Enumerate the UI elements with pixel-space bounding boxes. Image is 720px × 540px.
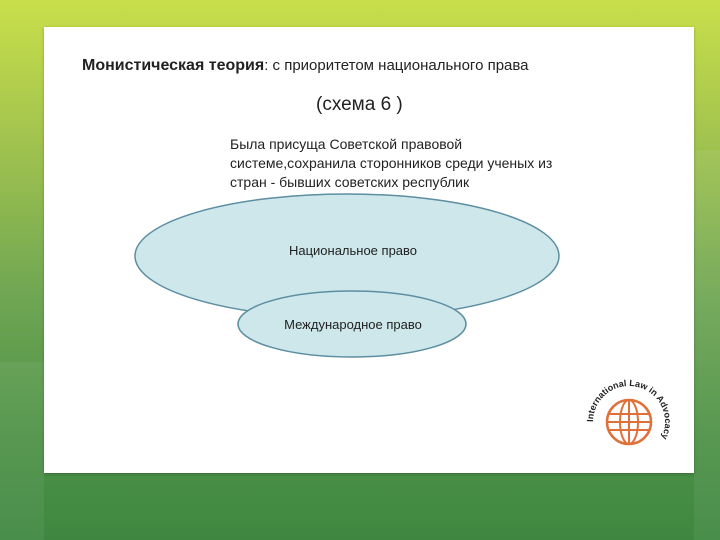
description-line: стран - бывших советских республик <box>230 174 470 190</box>
slide-title <box>82 57 529 75</box>
scheme-label: (схема 6 ) <box>316 94 403 115</box>
description-line: Была присуща Советской правовой <box>230 136 463 152</box>
description <box>230 135 670 192</box>
slide-card <box>44 27 694 473</box>
international-law-label: Международное право <box>284 317 422 332</box>
national-law-label: Национальное право <box>288 243 418 258</box>
title-bold: Монистическая теория <box>82 57 265 74</box>
logo-ring-text: International Law in Advocacy <box>584 377 674 442</box>
law-diagram <box>134 193 564 363</box>
organization-logo <box>584 377 674 467</box>
globe-icon <box>607 400 651 444</box>
title-rest: : с приоритетом национального права <box>264 57 529 74</box>
background-stripe <box>694 150 720 540</box>
background-stripe <box>0 362 44 540</box>
description-line: системе,сохранила сторонников среди ученых из <box>230 155 553 171</box>
